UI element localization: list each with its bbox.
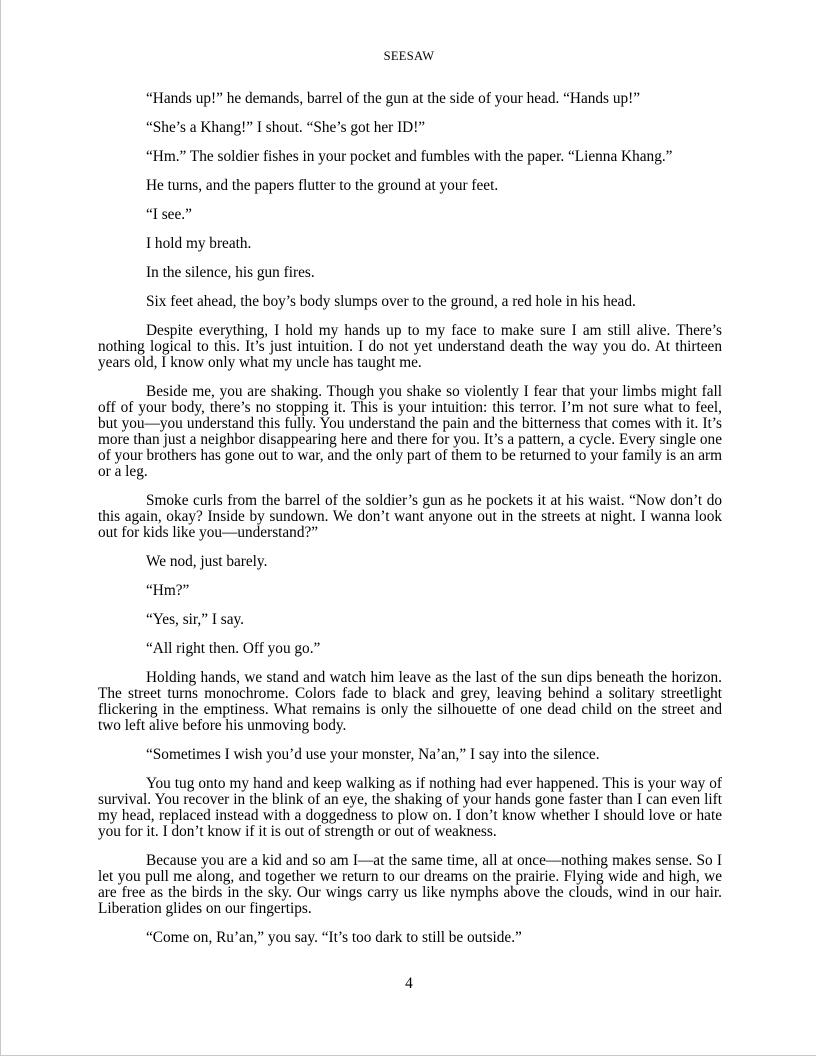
- paragraph: “Come on, Ru’an,” you say. “It’s too dark to still be outside.”: [146, 929, 522, 946]
- paragraph: “Yes, sir,” I say.: [146, 611, 244, 628]
- paragraph: Because you are a kid and so am I—at the same time, all at once—nothing makes sense. So I let you pull me along, and together we return to our dreams on the prairie. Flying wide and high, we are free as the birds in the sky. Our wings carry us like nymphs above the clouds, wind in our hair. Liberation glides on our fingertips.: [98, 852, 722, 917]
- page-number: 4: [405, 975, 413, 992]
- paragraph: Six feet ahead, the boy’s body slumps over to the ground, a red hole in his head.: [146, 293, 636, 310]
- paragraph: “I see.”: [146, 206, 192, 223]
- running-header: SEESAW: [383, 49, 435, 63]
- paragraph: Despite everything, I hold my hands up to my face to make sure I am still alive. There’s nothing logical to this. It’s just intuition. I do not yet understand death the way you do. At thirteen years old, I know only what my uncle has taught me.: [98, 322, 722, 371]
- paragraph: “She’s a Khang!” I shout. “She’s got her ID!”: [146, 119, 426, 136]
- paragraph: You tug onto my hand and keep walking as if nothing had ever happened. This is your way of survival. You recover in the blink of an eye, the shaking of your hands gone faster than I can even lift my head, replaced instead with a doggedness to plow on. I don’t know whether I should love or hate you for it. I don’t know if it is out of strength or out of weakness.: [98, 775, 722, 840]
- paragraph: “All right then. Off you go.”: [146, 640, 321, 657]
- paragraph: He turns, and the papers flutter to the ground at your feet.: [146, 177, 499, 194]
- paragraph: Beside me, you are shaking. Though you shake so violently I fear that your limbs might fall off of your body, there’s no stopping it. This is your intuition: this terror. I’m not sure what to feel, but you—you understand this fully. You understand the pain and the bitterness that comes with it. It’s more than just a neighbor disappearing here and there for you. It’s a pattern, a cycle. Every single one of your brothers has gone out to war, and the only part of them to be returned to your family is an arm or a leg.: [98, 383, 722, 480]
- paragraph: “Hm?”: [146, 582, 190, 599]
- paragraph: Holding hands, we stand and watch him leave as the last of the sun dips beneath the horizon. The street turns monochrome. Colors fade to black and grey, leaving behind a solitary streetlight flickering in the emptiness. What remains is only the silhouette of one dead child on the street and two left alive before his unmoving body.: [98, 669, 722, 734]
- paragraph: Smoke curls from the barrel of the soldier’s gun as he pockets it at his waist. “Now don’t do this again, okay? Inside by sundown. We don’t want anyone out in the streets at night. I wanna look out for kids like you—understand?”: [98, 492, 722, 541]
- page-body: [98, 91, 722, 959]
- paragraph: “Hands up!” he demands, barrel of the gun at the side of your head. “Hands up!”: [146, 90, 641, 107]
- paragraph: “Sometimes I wish you’d use your monster, Na’an,” I say into the silence.: [146, 746, 600, 763]
- paragraph: We nod, just barely.: [146, 553, 268, 570]
- paragraph: I hold my breath.: [146, 235, 252, 252]
- paragraph: In the silence, his gun fires.: [146, 264, 315, 281]
- paragraph: “Hm.” The soldier fishes in your pocket and fumbles with the paper. “Lienna Khang.”: [146, 148, 673, 165]
